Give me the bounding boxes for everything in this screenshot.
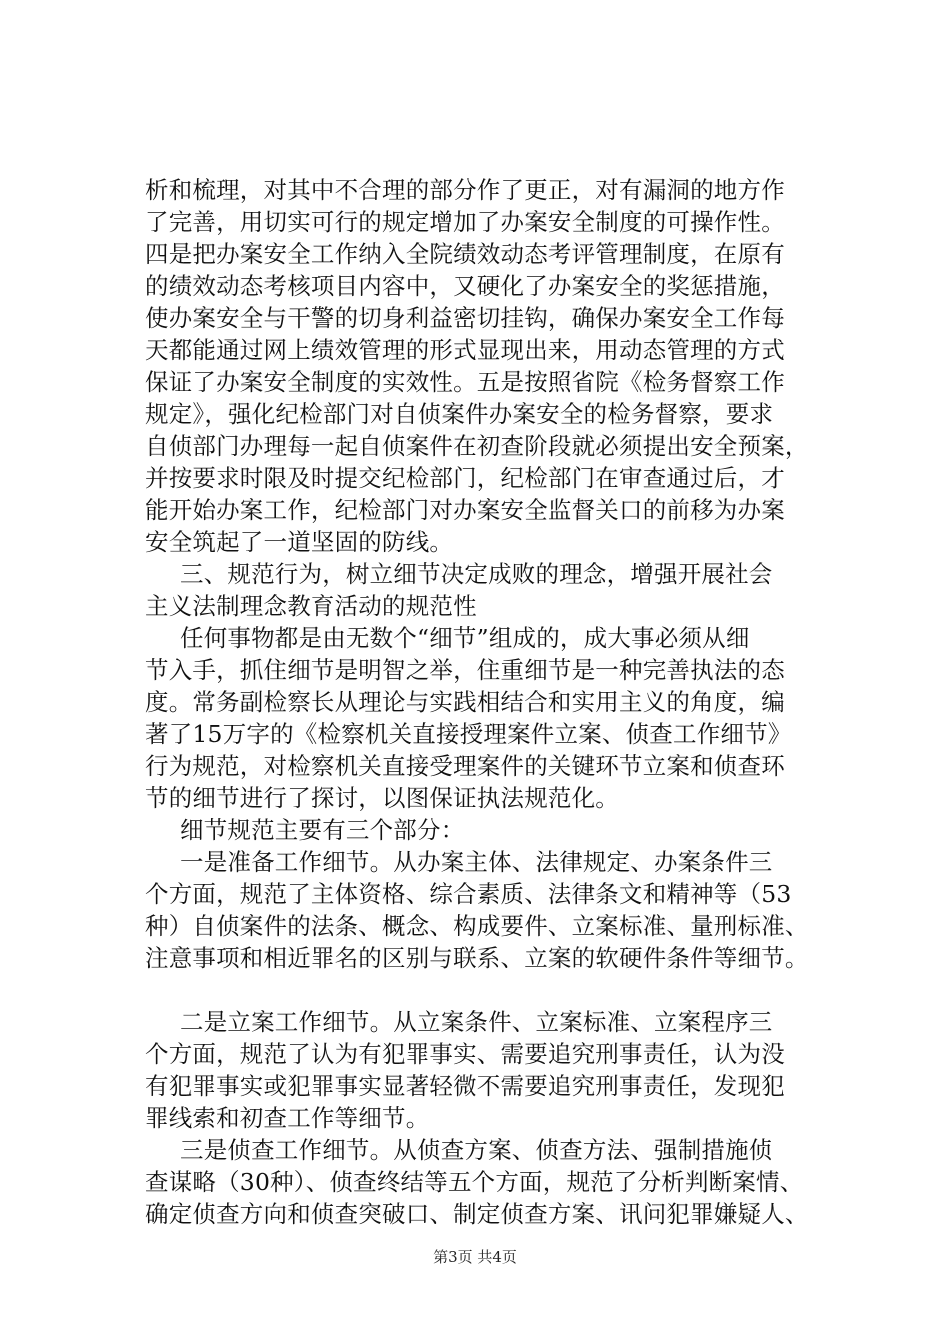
body-text-line: 二是立案工作细节。从立案条件、立案标准、立案程序三 — [180, 1008, 773, 1036]
body-text-line: 能开始办案工作，纪检部门对办案安全监督关口的前移为办案 — [145, 496, 785, 524]
body-text-line: 并按要求时限及时提交纪检部门，纪检部门在审查通过后，才 — [145, 464, 785, 492]
section-heading-line: 主义法制理念教育活动的规范性 — [145, 592, 477, 620]
body-text-line: 析和梳理，对其中不合理的部分作了更正，对有漏洞的地方作 — [145, 176, 785, 204]
section-heading-line: 三、规范行为，树立细节决定成败的理念，增强开展社会 — [180, 560, 773, 588]
body-text-line: 保证了办案安全制度的实效性。五是按照省院《检务督察工作 — [145, 368, 785, 396]
body-text-line: 了完善，用切实可行的规定增加了办案安全制度的可操作性。 — [145, 208, 785, 236]
body-text-line: 确定侦查方向和侦查突破口、制定侦查方案、讯问犯罪嫌疑人、 — [145, 1200, 809, 1228]
body-text-line: 个方面，规范了主体资格、综合素质、法律条文和精神等（53 — [145, 880, 792, 908]
body-text-line: 四是把办案安全工作纳入全院绩效动态考评管理制度，在原有 — [145, 240, 785, 268]
body-text-line: 行为规范，对检察机关直接受理案件的关键环节立案和侦查环 — [145, 752, 785, 780]
body-text-line: 细节规范主要有三个部分： — [180, 816, 465, 844]
body-text-line: 有犯罪事实或犯罪事实显著轻微不需要追究刑事责任，发现犯 — [145, 1072, 785, 1100]
body-text-line: 节入手，抓住细节是明智之举，住重细节是一种完善执法的态 — [145, 656, 785, 684]
body-text-line: 著了15万字的《检察机关直接授理案件立案、侦查工作细节》 — [145, 720, 792, 748]
body-text-line: 注意事项和相近罪名的区别与联系、立案的软硬件条件等细节。 — [145, 944, 809, 972]
body-text-line: 三是侦查工作细节。从侦查方案、侦查方法、强制措施侦 — [180, 1136, 773, 1164]
page-number-footer: 第3页 共4页 — [433, 1248, 517, 1266]
body-text-line: 种）自侦案件的法条、概念、构成要件、立案标准、量刑标准、 — [145, 912, 809, 940]
body-text-line: 度。常务副检察长从理论与实践相结合和实用主义的角度，编 — [145, 688, 785, 716]
body-text-line: 罪线索和初查工作等细节。 — [145, 1104, 430, 1132]
body-text-line: 自侦部门办理每一起自侦案件在初查阶段就必须提出安全预案， — [145, 432, 809, 460]
body-text-line: 使办案安全与干警的切身利益密切挂钩，确保办案安全工作每 — [145, 304, 785, 332]
body-text-line: 一是准备工作细节。从办案主体、法律规定、办案条件三 — [180, 848, 773, 876]
body-text-line: 节的细节进行了探讨，以图保证执法规范化。 — [145, 784, 619, 812]
body-text-line: 的绩效动态考核项目内容中，又硬化了办案安全的奖惩措施， — [145, 272, 785, 300]
body-text-line: 任何事物都是由无数个“细节”组成的，成大事必须从细 — [180, 624, 750, 652]
body-text-line: 个方面，规范了认为有犯罪事实、需要追究刑事责任，认为没 — [145, 1040, 785, 1068]
body-text-line: 查谋略（30种）、侦查终结等五个方面，规范了分析判断案情、 — [145, 1168, 804, 1196]
body-text-line: 规定》，强化纪检部门对自侦案件办案安全的检务督察，要求 — [145, 400, 774, 428]
body-text-line: 安全筑起了一道坚固的防线。 — [145, 528, 454, 556]
body-text-line: 天都能通过网上绩效管理的形式显现出来，用动态管理的方式 — [145, 336, 785, 364]
